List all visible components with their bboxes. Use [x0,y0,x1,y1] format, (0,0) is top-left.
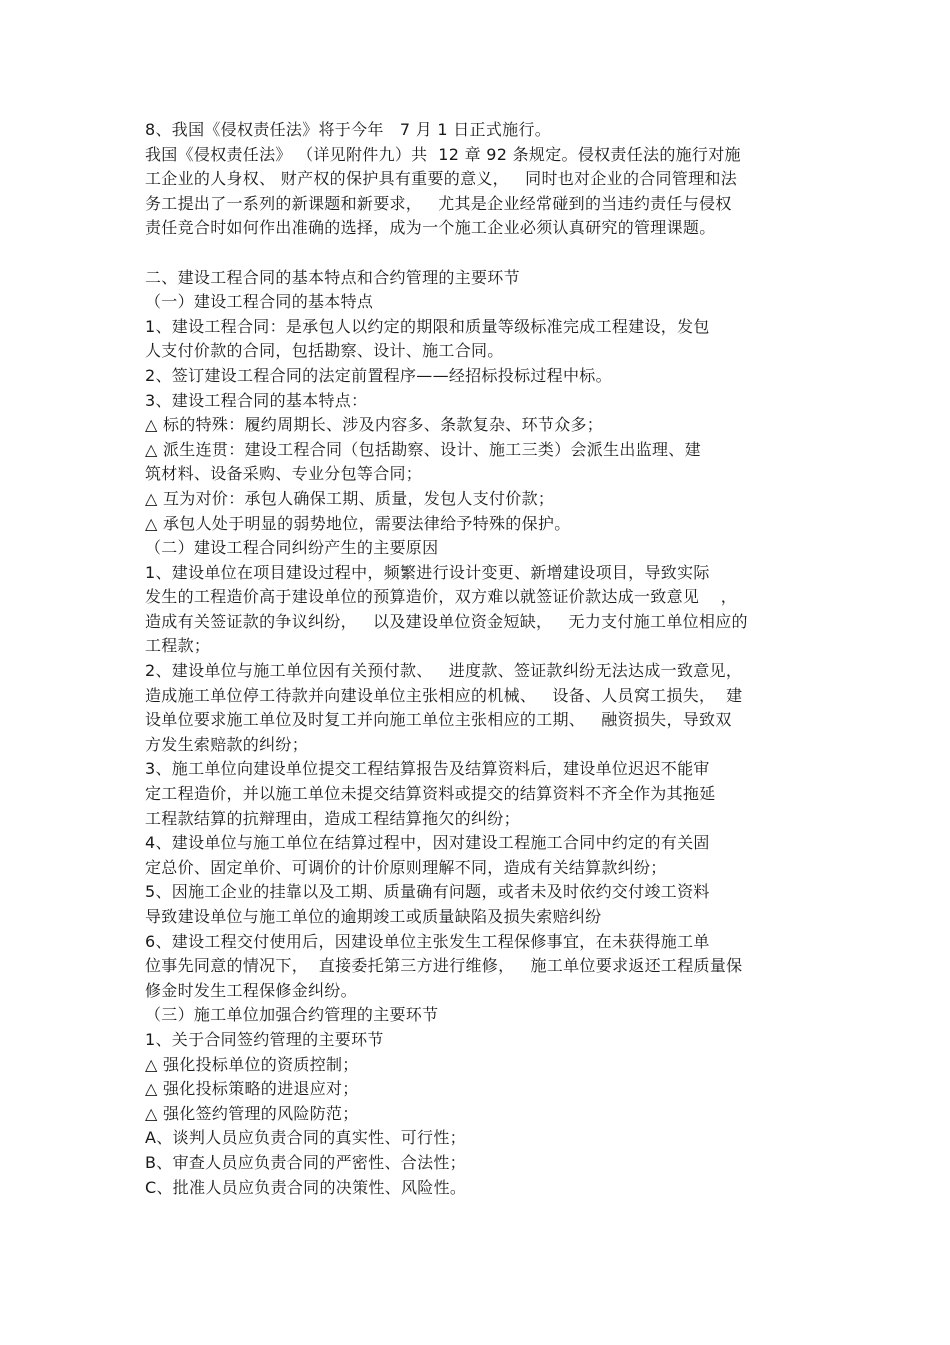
list-item: C、批准人员应负责合同的决策性、风险性。 [145,1177,467,1197]
section-heading: 二、建设工程合同的基本特点和合约管理的主要环节 [145,267,520,287]
text-line: 人支付价款的合同，包括勘察、设计、施工合同。 [145,341,504,361]
text-line: 4、建设单位与施工单位在结算过程中，因对建设工程施工合同中约定的有关固 [145,833,710,853]
text-line: 6、建设工程交付使用后，因建设单位主张发生工程保修事宜，在未获得施工单 [145,931,710,951]
text-line: 1、关于合同签约管理的主要环节 [145,1029,384,1049]
text-line: 2、建设单位与施工单位因有关预付款、 进度款、签证款纠纷无法达成一致意见， [145,661,743,681]
text-line: 筑材料、设备采购、专业分包等合同； [145,464,423,484]
bullet-line: △ 标的特殊：履约周期长、涉及内容多、条款复杂、环节众多； [145,415,604,435]
bullet-line: △ 强化投标策略的进退应对； [145,1079,359,1099]
text-line: 1、建设工程合同：是承包人以约定的期限和质量等级标准完成工程建设，发包 [145,316,710,336]
text-line: 务工提出了一系列的新课题和新要求， 尤其是企业经常碰到的当违约责任与侵权 [145,193,732,213]
text-line: 2、签订建设工程合同的法定前置程序——经招标投标过程中标。 [145,365,612,385]
text-line: 责任竞合时如何作出准确的选择，成为一个施工企业必须认真研究的管理课题。 [145,218,716,238]
subsection-heading: （三）施工单位加强合约管理的主要环节 [145,1005,439,1025]
text-line: 8、我国《侵权责任法》将于今年 7 月 1 日正式施行。 [145,120,552,139]
bullet-line: △ 互为对价：承包人确保工期、质量，发包人支付价款； [145,488,555,508]
text-line: 工程款； [145,636,211,656]
text-line: 修金时发生工程保修金纠纷。 [145,980,357,1000]
text-line: 定工程造价，并以施工单位未提交结算资料或提交的结算资料不齐全作为其拖延 [145,784,716,804]
text-line: 3、建设工程合同的基本特点： [145,390,368,410]
subsection-heading: （二）建设工程合同纠纷产生的主要原因 [145,538,439,558]
subsection-heading: （一）建设工程合同的基本特点 [145,292,374,312]
list-item: B、审查人员应负责合同的严密性、合法性； [145,1152,466,1172]
text-line: 工企业的人身权、 财产权的保护具有重要的意义， 同时也对企业的合同管理和法 [145,169,738,189]
blank-line [145,241,815,266]
text-line: 造成有关签证款的争议纠纷， 以及建设单位资金短缺， 无力支付施工单位相应的 [145,611,748,631]
text-line: 我国《侵权责任法》 （详见附件九）共 12 章 92 条规定。侵权责任法的施行对施 [145,144,741,164]
bullet-line: △ 强化签约管理的风险防范； [145,1103,359,1123]
text-line: 发生的工程造价高于建设单位的预算造价，双方难以就签证价款达成一致意见 ， [145,587,738,607]
text-line: 工程款结算的抗辩理由，造成工程结算拖欠的纠纷； [145,808,520,828]
bullet-line: △ 强化投标单位的资质控制； [145,1054,359,1074]
text-line: 方发生索赔款的纠纷； [145,734,309,754]
bullet-line: △ 派生连贯：建设工程合同（包括勘察、设计、施工三类）会派生出监理、建 [145,439,701,459]
bullet-line: △ 承包人处于明显的弱势地位，需要法律给予特殊的保护。 [145,513,571,533]
text-line: 1、建设单位在项目建设过程中，频繁进行设计变更、新增建设项目，导致实际 [145,562,710,582]
document-body [145,118,815,1200]
text-line: 设单位要求施工单位及时复工并向施工单位主张相应的工期、 融资损失，导致双 [145,710,732,730]
text-line: 位事先同意的情况下， 直接委托第三方进行维修， 施工单位要求返还工程质量保 [145,956,743,976]
text-line: 导致建设单位与施工单位的逾期竣工或质量缺陷及损失索赔纠纷 [145,907,602,926]
text-line: 定总价、固定单价、可调价的计价原则理解不同，造成有关结算款纠纷； [145,857,667,877]
text-line: 3、施工单位向建设单位提交工程结算报告及结算资料后，建设单位迟迟不能审 [145,759,710,779]
text-line: 造成施工单位停工待款并向建设单位主张相应的机械、 设备、人员窝工损失， 建 [145,685,743,705]
text-line: 5、因施工企业的挂靠以及工期、质量确有问题，或者未及时依约交付竣工资料 [145,882,710,902]
list-item: A、谈判人员应负责合同的真实性、可行性； [145,1128,466,1148]
